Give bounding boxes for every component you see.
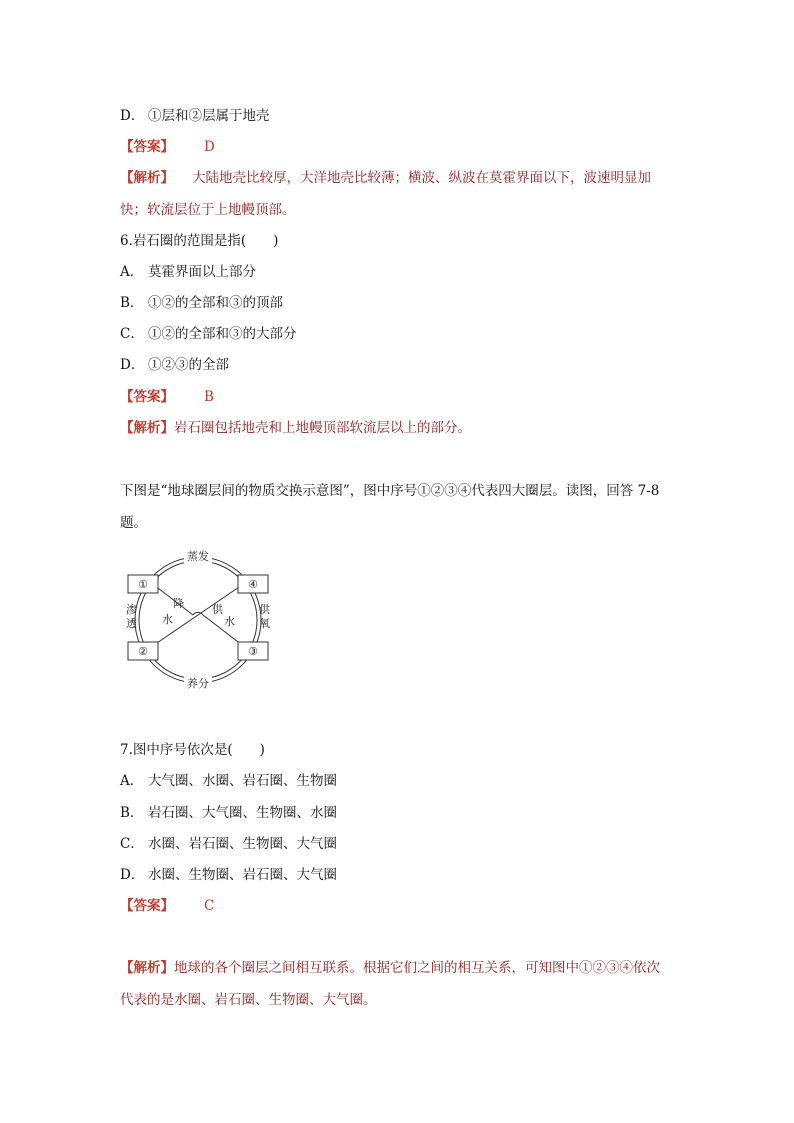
q6-option-a: A． 莫霍界面以上部分 bbox=[120, 264, 256, 280]
infiltration-label-2: 透 bbox=[126, 617, 137, 630]
line-1-3b bbox=[203, 615, 242, 645]
infiltration-label-1: 渗 bbox=[126, 603, 137, 616]
analysis-tag: 【解析】 bbox=[120, 420, 174, 436]
nutrients-label: 养分 bbox=[187, 677, 209, 690]
analysis-text: 岩石圈包括地壳和上地幔顶部软流层以上的部分。 bbox=[174, 420, 471, 436]
supply-label-1: 供 bbox=[212, 603, 223, 616]
intro-text-cont: 题。 bbox=[120, 515, 147, 531]
analysis-text-cont: 快；软流层位于上地幔顶部。 bbox=[120, 202, 296, 218]
box-4-label: ④ bbox=[248, 578, 258, 591]
q6-option-b: B． ①②的全部和③的顶部 bbox=[120, 295, 283, 311]
box-3-label: ③ bbox=[248, 645, 258, 658]
answer-tag: 【答案】 bbox=[120, 898, 174, 914]
q7-answer-row bbox=[120, 894, 214, 914]
answer-row bbox=[120, 135, 215, 155]
q7-option-d: D． 水圈、生物圈、岩石圈、大气圈 bbox=[120, 867, 337, 883]
oxygen-label-2: 氧 bbox=[259, 617, 270, 630]
analysis-text: 大陆地壳比较厚，大洋地壳比较薄；横波、纵波在莫霍界面以下，波速明显加 bbox=[192, 170, 651, 186]
q6-analysis-row bbox=[120, 416, 471, 436]
question-7-stem: 7.图中序号依次是( ) bbox=[120, 742, 265, 758]
q6-answer-row bbox=[120, 385, 214, 405]
sphere-exchange-diagram bbox=[118, 545, 278, 695]
precip-label-1: 降 bbox=[173, 597, 184, 610]
box-1-label: ① bbox=[138, 578, 148, 591]
intro-text: 下图是“地球圈层间的物质交换示意图”，图中序号①②③④代表四大圈层。读图，回答 7-8 bbox=[120, 483, 660, 499]
analysis-row bbox=[120, 166, 651, 186]
option-d: D． ①层和②层属于地壳 bbox=[120, 108, 270, 124]
q7-option-a: A． 大气圈、水圈、岩石圈、生物圈 bbox=[120, 773, 337, 789]
oxygen-label-1: 供 bbox=[259, 603, 270, 616]
answer-value: B bbox=[204, 389, 214, 405]
precip-label-2: 水 bbox=[162, 613, 173, 626]
answer-tag: 【答案】 bbox=[120, 139, 174, 155]
answer-value: C bbox=[204, 898, 215, 914]
box-2-label: ② bbox=[138, 645, 148, 658]
analysis-text-cont: 代表的是水圈、岩石圈、生物圈、大气圈。 bbox=[120, 992, 377, 1008]
answer-value: D bbox=[204, 139, 215, 155]
answer-tag: 【答案】 bbox=[120, 389, 174, 405]
analysis-tag: 【解析】 bbox=[120, 170, 174, 186]
analysis-tag: 【解析】 bbox=[120, 960, 174, 976]
q7-option-c: C． 水圈、岩石圈、生物圈、大气圈 bbox=[120, 836, 337, 852]
q6-option-c: C． ①②的全部和③的大部分 bbox=[120, 326, 297, 342]
q7-option-b: B． 岩石圈、大气圈、生物圈、水圈 bbox=[120, 805, 337, 821]
evaporation-label: 蒸发 bbox=[187, 550, 209, 563]
question-6-stem: 6.岩石圈的范围是指( ) bbox=[120, 233, 279, 249]
supply-label-2: 水 bbox=[224, 615, 235, 628]
q7-analysis-row bbox=[120, 956, 660, 976]
analysis-text: 地球的各个圈层之间相互联系。根据它们之间的相互关系，可知图中①②③④依次 bbox=[174, 960, 660, 976]
q6-option-d: D． ①②③的全部 bbox=[120, 357, 229, 373]
